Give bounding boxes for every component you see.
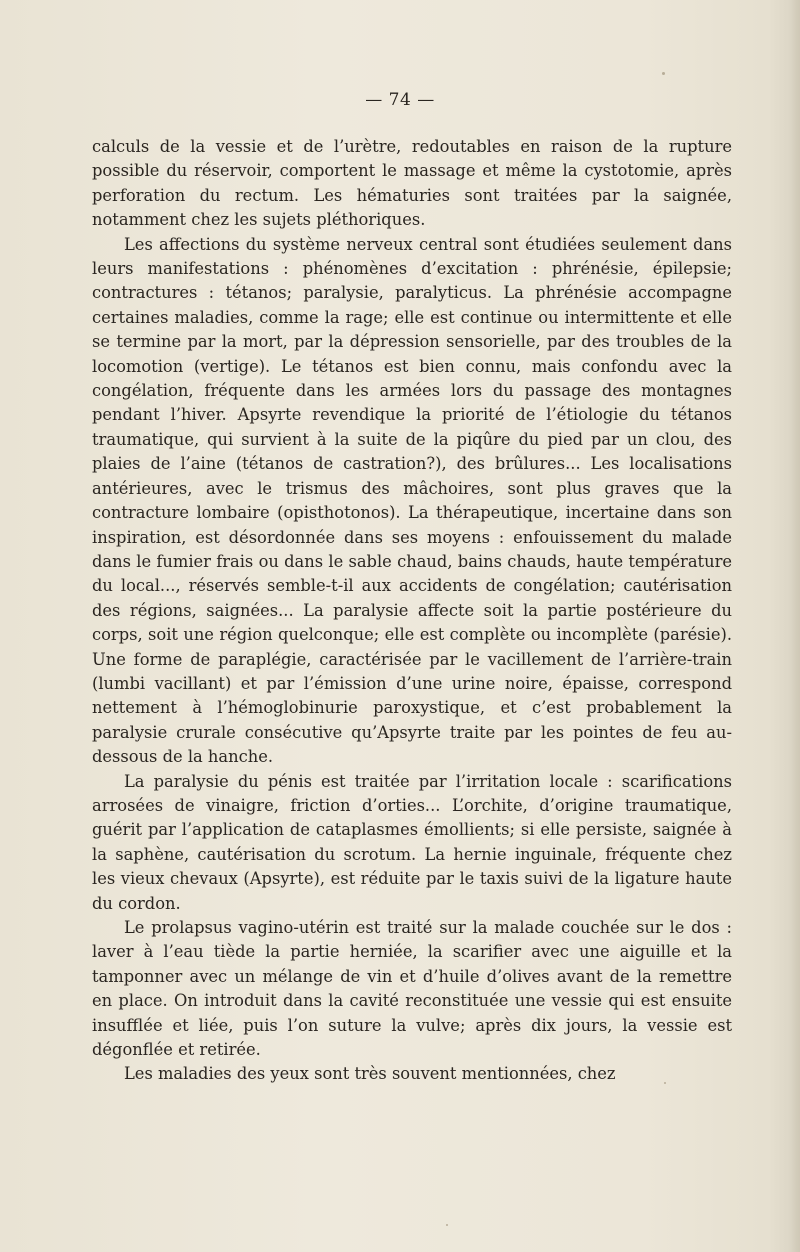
body-text xyxy=(92,135,732,1087)
paper-speck xyxy=(446,1224,448,1226)
paragraph-prolapse: Le prolapsus vagino-utérin est traité sur la malade couchée sur le dos : laver à l’eau tiède la partie herniée, la scarifier avec une aiguille et la tamponner avec un mélange de vin et d’huile d’olives avant de la remettre en place. On introduit dans la cavité reconstituée une vessie qui est ensuite insufflée et liée, puis l’on suture la vulve; après dix jours, la vessie est dégonflée et retirée. xyxy=(92,918,732,1060)
paragraph-continued: calculs de la vessie et de l’urètre, redoutables en raison de la rupture possible du réservoir, comportent le massage et même la cystotomie, après perforation du rectum. Les hématuries sont traitées par la saignée, notamment chez les sujets pléthoriques. xyxy=(92,137,732,230)
paragraph-penis-orchitis-hernia: La paralysie du pénis est traitée par l’irritation locale : scarifications arrosées de vinaigre, friction d’orties... L’orchite, d’origine traumatique, guérit par l’application de cataplasmes émollients; si elle persiste, saignée à la saphène, cautérisation du scrotum. La hernie inguinale, fréquente chez les vieux chevaux (Apsyrte), est réduite par le taxis suivi de la ligature haute du cordon. xyxy=(92,771,732,913)
page-number: — 74 — xyxy=(365,90,435,110)
paper-speck xyxy=(662,72,665,75)
page-edge-shadow xyxy=(790,0,800,1252)
paragraph-eye-diseases: Les maladies des yeux sont très souvent mentionnées, chez xyxy=(124,1064,616,1084)
paragraph-nervous-system: Les affections du système nerveux central sont étudiées seulement dans leurs manifestations : phénomènes d’excitation : phrénésie, épilepsie; contractures : tétanos; paralysie, paralyticus. La phrénésie accompagne certaines maladies, comme la rage; elle est continue ou intermittente et elle se termine par la mort, par la dépression sensorielle, par des troubles de la locomotion (vertige). Le tétanos est bien connu, mais confondu avec la congélation, fréquente dans les armées lors du passage des montagnes pendant l’hiver. Apsyrte revendique la priorité de l’étiologie du tétanos traumatique, qui survient à la suite de la piqûre du pied par un clou, des plaies de l’aine (tétanos de castration?), des brûlures... Les localisations antérieures, avec le trismus des mâchoires, sont plus graves que la contracture lombaire (opisthotonos). La thérapeutique, incertaine dans son inspiration, est désordonnée dans ses moyens : enfouissement du malade dans le fumier frais ou dans le sable chaud, bains chauds, haute température du local..., réservés semble-t-il aux accidents de congélation; cautérisation des régions, saignées... La paralysie affecte soit la partie postérieure du corps, soit une région quelconque; elle est complète ou incomplète (parésie). Une forme de paraplégie, caractérisée par le vacillement de l’arrière-train (lumbi vacillant) et par l’émission d’une urine noire, épaisse, correspond nettement à l’hémoglobinurie paroxystique, et c’est probablement la paralysie crurale consécutive qu’Apsyrte traite par les pointes de feu au-dessous de la hanche. xyxy=(92,234,732,767)
